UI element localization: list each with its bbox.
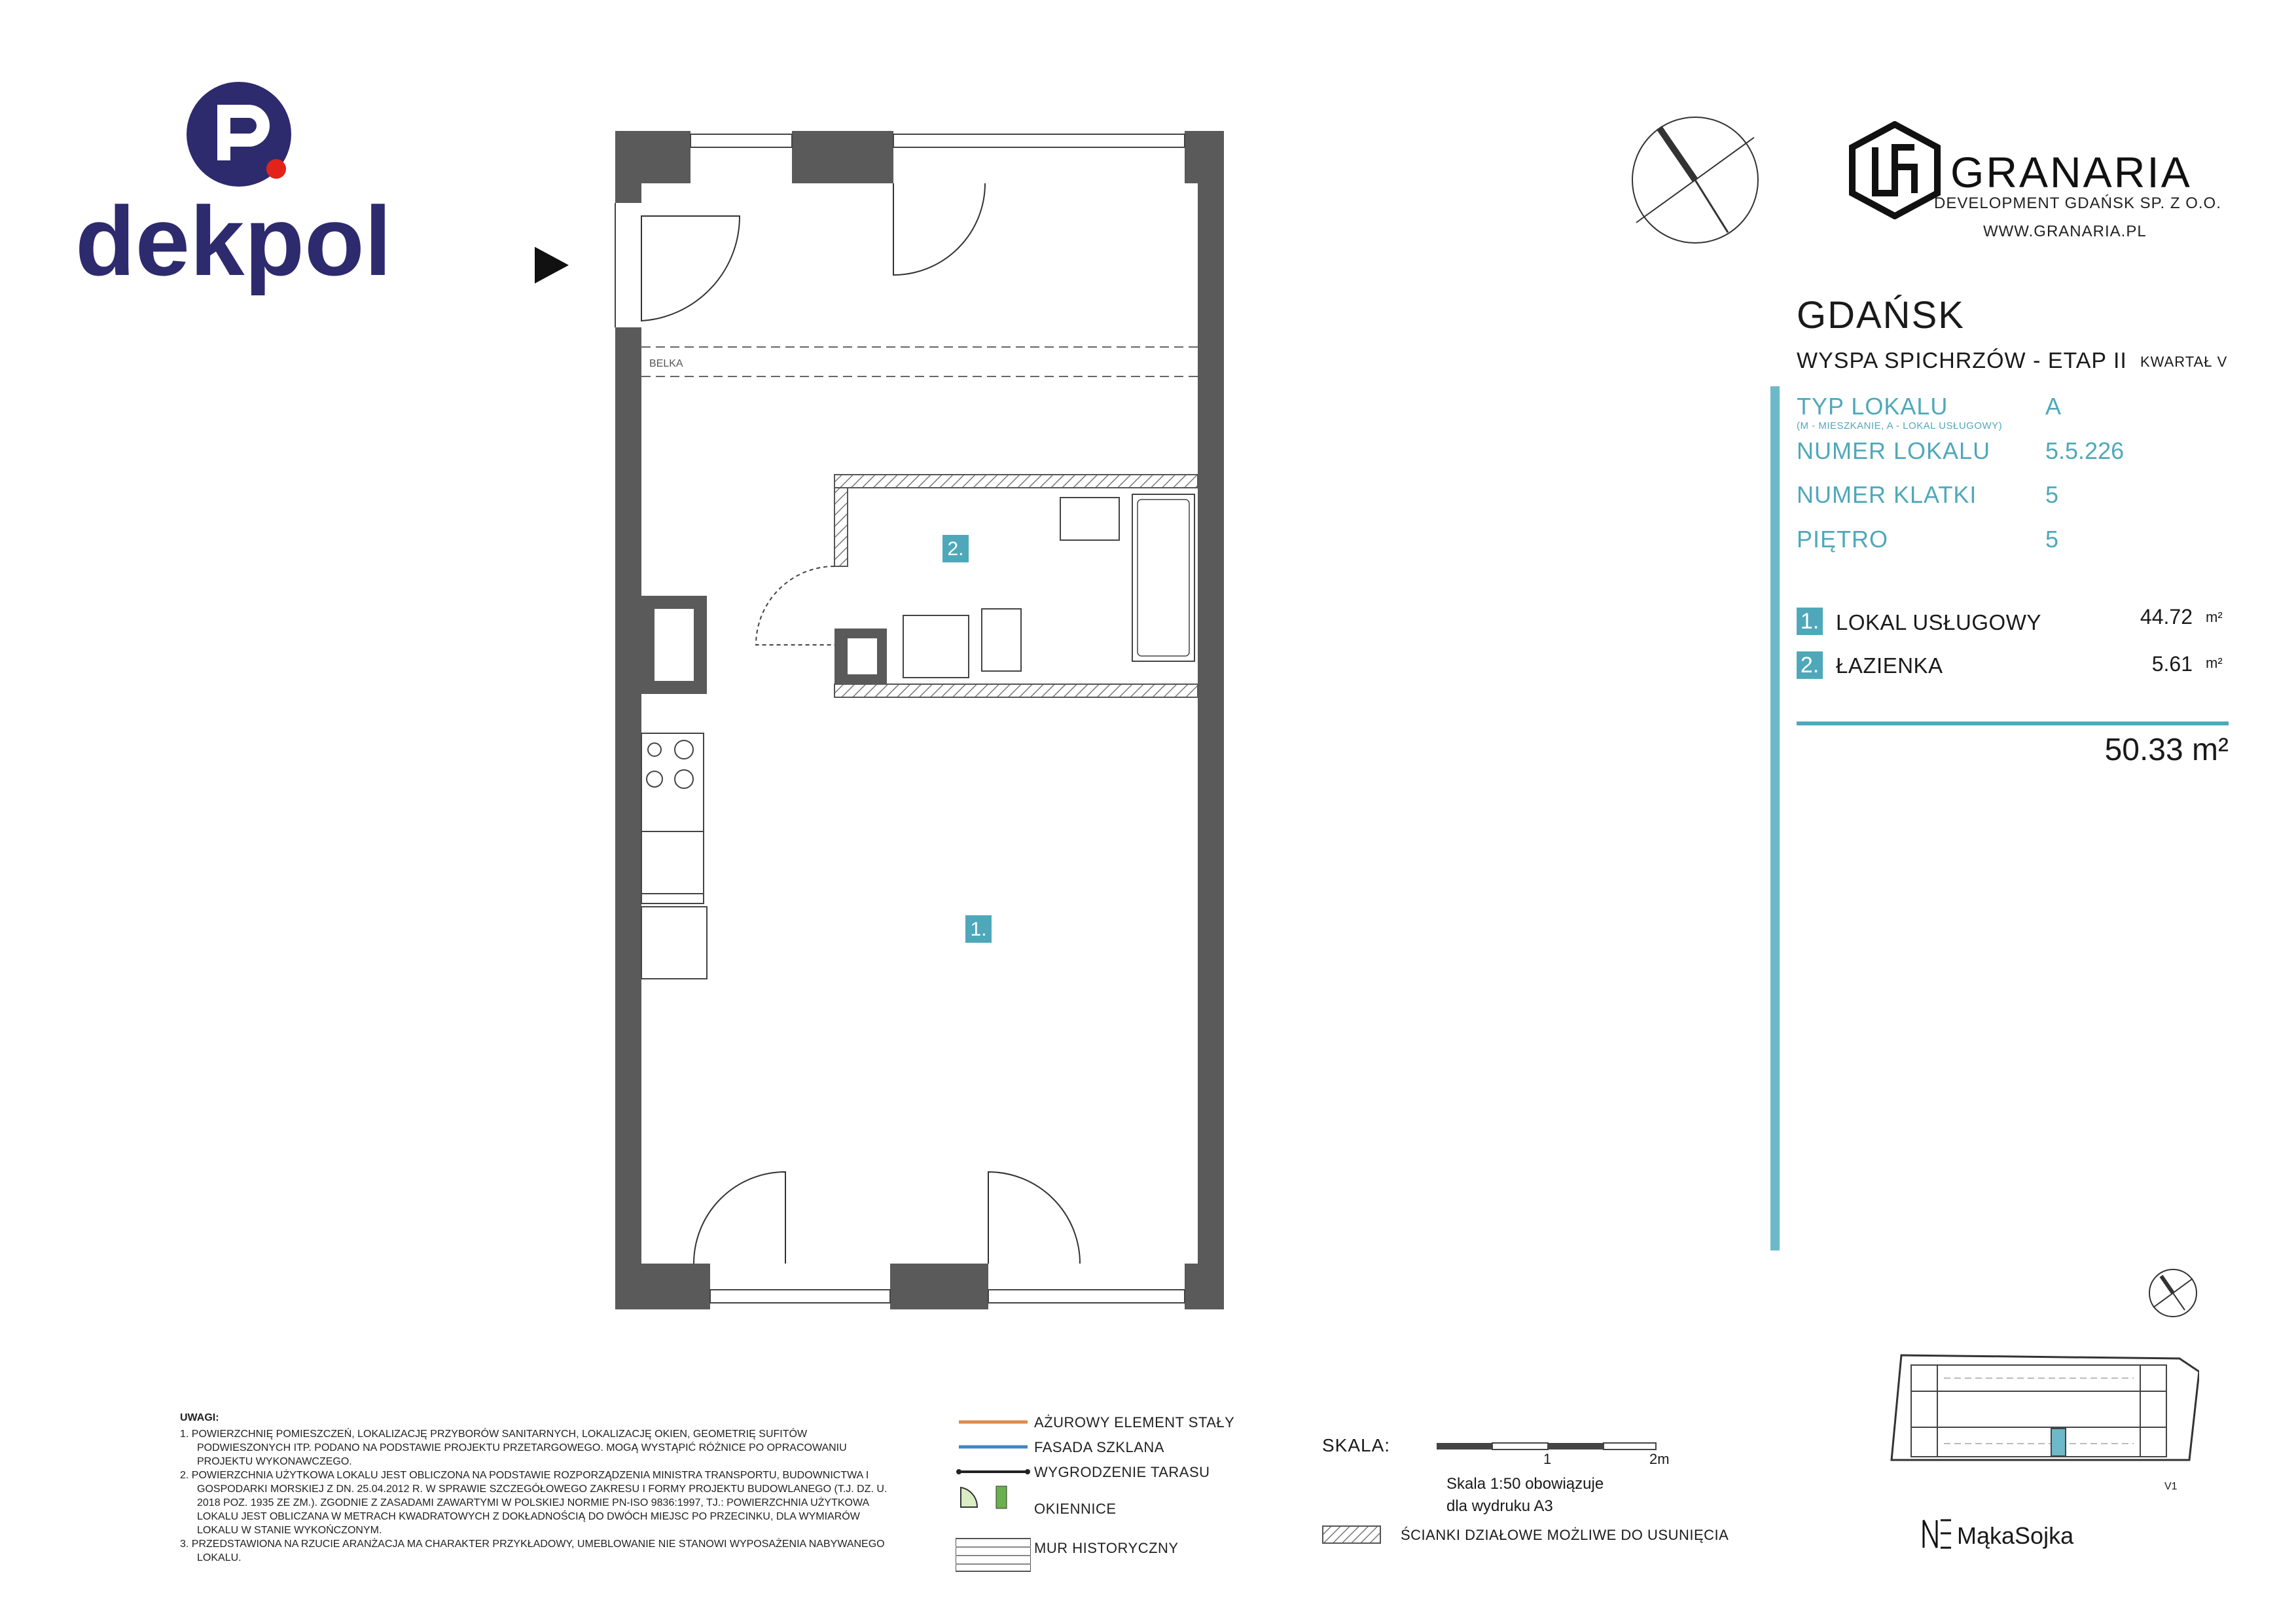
- architect-name: MąkaSojka: [1957, 1522, 2074, 1549]
- room-1-number: 1.: [1797, 608, 1823, 635]
- notes-title: UWAGI:: [180, 1412, 219, 1423]
- beam-label: BELKA: [649, 358, 683, 369]
- wall-south-3: [1185, 1264, 1224, 1309]
- granaria-logo: [1846, 121, 2238, 252]
- dekpol-wordmark: dekpol: [75, 186, 392, 296]
- window-north-1: [691, 134, 792, 147]
- floor-value: 5: [2045, 526, 2059, 553]
- dekpol-logo: [72, 79, 412, 301]
- type-value: A: [2045, 393, 2062, 420]
- floor-plan: [589, 105, 1270, 1362]
- wall-north-3: [1185, 131, 1224, 183]
- granaria-subtitle: DEVELOPMENT GDAŃSK SP. Z O.O.: [1934, 194, 2221, 212]
- wall-east: [1198, 131, 1224, 1300]
- unit-number-value: 5.5.226: [2045, 437, 2125, 464]
- granaria-name: GRANARIA: [1950, 148, 2192, 196]
- door-swing-west: [641, 216, 740, 321]
- legend-openwork: AŻUROWY ELEMENT STAŁY: [1034, 1414, 1235, 1431]
- partition-north: [834, 475, 1198, 488]
- scale-note-line2: dla wydruku A3: [1446, 1497, 1553, 1515]
- legend-terrace-fence: WYGRODZENIE TARASU: [1034, 1464, 1210, 1480]
- wall-north-2: [792, 131, 893, 183]
- staircase-label: NUMER KLATKI: [1797, 481, 1977, 508]
- room-2-name: ŁAZIENKA: [1836, 653, 1943, 678]
- entrance-arrow-icon: [533, 246, 570, 285]
- window-south-2: [988, 1290, 1185, 1303]
- wall-south-2: [890, 1264, 988, 1309]
- bathtub: [1132, 494, 1194, 661]
- total-separator: [1797, 721, 2229, 725]
- unit-number-label: NUMER LOKALU: [1797, 437, 1991, 464]
- version-label: V1: [2164, 1481, 2178, 1492]
- partition-hatch-icon: [1322, 1525, 1381, 1544]
- scale-label: SKALA:: [1322, 1435, 1391, 1455]
- room-1-area: 44.72: [2140, 605, 2193, 629]
- partition-south: [834, 684, 1198, 697]
- note-1: 1. POWIERZCHNIĘ POMIESZCZEŃ, LOKALIZACJĘ PRZYBORÓW SANITARNYCH, LOKALIZACJĘ OKIEN, GEOMETRIĘ SUFITÓW PODWIESZONYCH ITP. PODANO NA PODSTAWIE PROJEKTU PRZETARGOWEGO. MOGĄ WYSTĄPIĆ RÓŻNICE PO OPRACOWANIU PROJEKTU WYKONAWCZEGO.: [180, 1429, 847, 1467]
- quarter-label: KWARTAŁ V: [2140, 354, 2228, 370]
- granaria-emblem-icon: [1846, 121, 1944, 219]
- note-2: 2. POWIERZCHNIA UŻYTKOWA LOKALU JEST OBLICZONA NA PODSTAWIE ROZPORZĄDZENIA MINISTRA TRANSPORTU, BUDOWNICTWA I GOSPODARKI MORSKIEJ Z DN. 25.04.2012 R. W SPRAWIE SZCZEGÓŁOWEGO ZAKRESU I FORMY PROJEKTU BUDOWLANEGO (T.J. DZ. U. 2018 POZ. 1935 ZE ZM.). ZGODNIE Z ZASADAMI ZAWARTYMI W POLSKIEJ NORMIE PN-ISO 9836:1997, TJ.: POWIERZCHNIA UŻYTKOWA LOKALU JEST OBLICZANA W METRACH KWADRATOWYCH Z DOKŁADNOŚCIĄ DO DWÓCH MIEJSC PO PRZECINKU, DLA WYMIARÓW LOKALU W STANIE WYKOŃCZONYM.: [180, 1470, 888, 1536]
- legend-shutters-icon: [961, 1487, 977, 1507]
- partition-west: [834, 488, 848, 566]
- total-area: 50.33 m²: [2104, 733, 2229, 767]
- keyplan-unit-highlight: [2051, 1429, 2066, 1456]
- toilet: [982, 609, 1021, 671]
- room-1-tag: 1.: [970, 919, 987, 940]
- legend-symbols: [956, 1414, 1031, 1578]
- scale-note-line1: Skala 1:50 obowiązuje: [1446, 1475, 1604, 1493]
- door-swing-bathroom: [756, 566, 834, 645]
- washing-machine: [903, 615, 969, 678]
- wall-south-1: [615, 1264, 710, 1309]
- staircase-value: 5: [2045, 481, 2059, 508]
- door-swing-south-1: [694, 1172, 785, 1264]
- kitchen-counter: [641, 733, 704, 903]
- project-title: WYSPA SPICHRZÓW - ETAP II: [1797, 348, 2127, 373]
- room-1-name: LOKAL USŁUGOWY: [1836, 610, 2041, 634]
- fridge: [641, 907, 707, 979]
- door-swing-south-2: [988, 1172, 1080, 1264]
- partition-note: ŚCIANKI DZIAŁOWE MOŻLIWE DO USUNIĘCIA: [1401, 1527, 1729, 1543]
- scale-tick-2: 2m: [1649, 1451, 1670, 1467]
- room-1-unit: m²: [2206, 609, 2223, 625]
- makasojka-icon: [1921, 1518, 1954, 1550]
- note-3: 3. PRZEDSTAWIONA NA RZUCIE ARANŻACJA MA CHARAKTER PRZYKŁADOWY, UMEBLOWANIE NIE STANOWI WYPOSAŻENIA NABYWANEGO LOKALU.: [180, 1539, 885, 1563]
- type-label: TYP LOKALU: [1797, 393, 1948, 420]
- room-2-unit: m²: [2206, 655, 2223, 671]
- kitchen-sink: [641, 831, 704, 894]
- key-plan: [1872, 1257, 2199, 1473]
- legend-shutters: OKIENNICE: [1034, 1501, 1117, 1517]
- north-compass-icon: [1630, 115, 1761, 246]
- granaria-url: WWW.GRANARIA.PL: [1983, 223, 2147, 240]
- wall-north-1: [615, 131, 691, 183]
- room-2-area: 5.61: [2151, 652, 2193, 676]
- room-2-number: 2.: [1797, 651, 1823, 679]
- washbasin: [1060, 498, 1119, 540]
- city-title: GDAŃSK: [1797, 294, 1965, 337]
- room-2-tag: 2.: [947, 538, 964, 560]
- legend-historic-wall: MUR HISTORYCZNY: [1034, 1540, 1179, 1556]
- door-swing-north: [893, 183, 985, 275]
- type-note: (M - MIESZKANIE, A - LOKAL USŁUGOWY): [1797, 420, 2003, 431]
- info-accent-bar: [1770, 386, 1780, 1250]
- window-south-1: [710, 1290, 890, 1303]
- window-north-2: [893, 134, 1185, 147]
- scale-tick-1: 1: [1543, 1451, 1552, 1467]
- notes-block: [180, 1411, 900, 1565]
- floor-label: PIĘTRO: [1797, 526, 1889, 553]
- scale-note: [1446, 1473, 1604, 1518]
- legend-glass-facade: FASADA SZKLANA: [1034, 1439, 1164, 1455]
